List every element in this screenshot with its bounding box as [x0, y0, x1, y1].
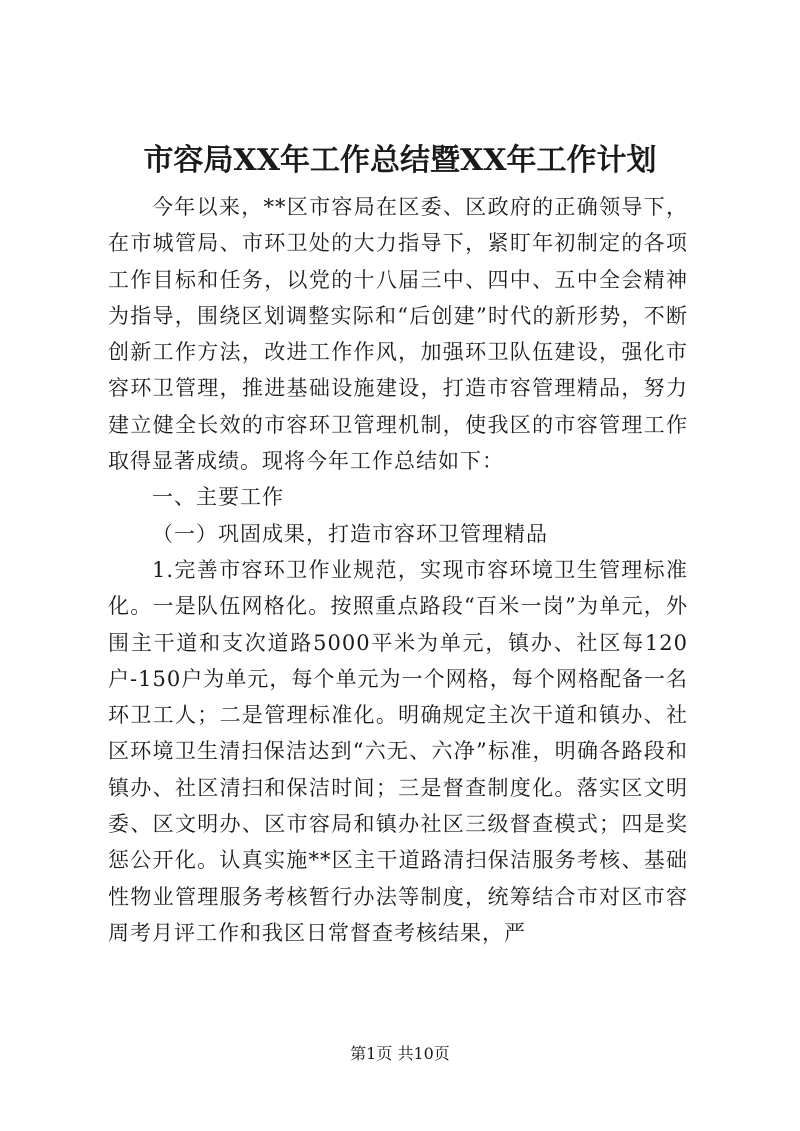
document-title: 市容局XX年工作总结暨XX年工作计划: [143, 143, 657, 178]
page-footer: 第1页 共10页: [350, 1044, 450, 1063]
document-body: [108, 189, 688, 951]
section-heading-main-work: 一、主要工作: [152, 485, 284, 510]
item-paragraph-1: 1.完善市容环卫作业规范，实现市容环境卫生管理标准化。一是队伍网格化。按照重点路段“百米一岗”为单元，外围主干道和支次道路5000平米为单元，镇办、社区每120户-150户为单元，每个单元为一个网格，每个网格配备一名环卫工人；二是管理标准化。明确规定主次干道和镇办、社区环境卫生清扫保洁达到“六无、六净”标准，明确各路段和镇办、社区清扫和保洁时间；三是督查制度化。落实区文明委、区文明办、区市容局和镇办社区三级督查模式；四是奖惩公开化。认真实施**区主干道路清扫保洁服务考核、基础性物业管理服务考核暂行办法等制度，统筹结合市对区市容周考月评工作和我区日常督查考核结果，严: [108, 557, 688, 945]
subsection-heading-consolidate: （一）巩固成果，打造市容环卫管理精品: [152, 521, 548, 546]
intro-paragraph: 今年以来，**区市容局在区委、区政府的正确领导下，在市城管局、市环卫处的大力指导下，紧盯年初制定的各项工作目标和任务，以党的十八届三中、四中、五中全会精神为指导，围绕区划调整实际和“后创建”时代的新形势，不断创新工作方法，改进工作作风，加强环卫队伍建设，强化市容环卫管理，推进基础设施建设，打造市容管理精品，努力建立健全长效的市容环卫管理机制，使我区的市容管理工作取得显著成绩。现将今年工作总结如下：: [108, 195, 688, 474]
